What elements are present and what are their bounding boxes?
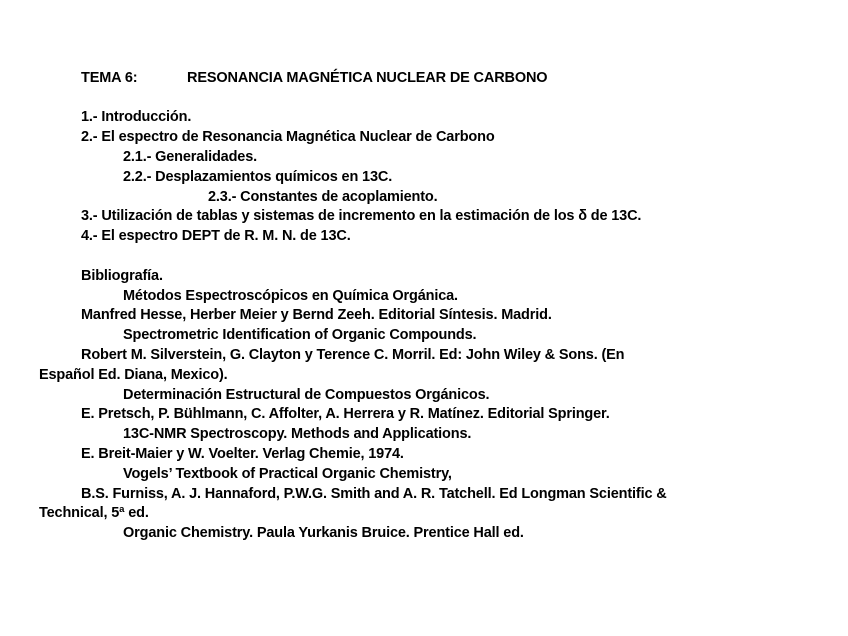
contents-item-4: 4.- El espectro DEPT de R. M. N. de 13C. bbox=[81, 228, 351, 244]
contents-item-3: 3.- Utilización de tablas y sistemas de incremento en la estimación de los δ de 13C. bbox=[81, 208, 642, 224]
contents-item-2-3: 2.3.- Constantes de acoplamiento. bbox=[208, 189, 438, 205]
bib-5-authors-line1: B.S. Furniss, A. J. Hannaford, P.W.G. Smith and A. R. Tatchell. Ed Longman Scientific & bbox=[81, 486, 667, 502]
contents-item-2: 2.- El espectro de Resonancia Magnética Nuclear de Carbono bbox=[81, 129, 495, 145]
bib-2-title: Spectrometric Identification of Organic Compounds. bbox=[123, 327, 477, 343]
topic-title: RESONANCIA MAGNÉTICA NUCLEAR DE CARBONO bbox=[187, 70, 548, 86]
bib-2-authors-line1: Robert M. Silverstein, G. Clayton y Terence C. Morril. Ed: John Wiley & Sons. (En bbox=[81, 347, 625, 363]
bib-2-authors-line2: Español Ed. Diana, Mexico). bbox=[39, 367, 228, 383]
bib-6-entry: Organic Chemistry. Paula Yurkanis Bruice. Prentice Hall ed. bbox=[123, 525, 524, 541]
bibliography-heading: Bibliografía. bbox=[81, 268, 163, 284]
bib-1-title: Métodos Espectroscópicos en Química Orgánica. bbox=[123, 288, 458, 304]
bib-1-authors: Manfred Hesse, Herber Meier y Bernd Zeeh. Editorial Síntesis. Madrid. bbox=[81, 307, 552, 323]
contents-item-2-2: 2.2.- Desplazamientos químicos en 13C. bbox=[123, 169, 393, 185]
topic-label: TEMA 6: bbox=[81, 70, 138, 86]
bib-3-authors: E. Pretsch, P. Bühlmann, C. Affolter, A. Herrera y R. Matínez. Editorial Springer. bbox=[81, 406, 610, 422]
contents-item-1: 1.- Introducción. bbox=[81, 109, 192, 125]
contents-item-2-1: 2.1.- Generalidades. bbox=[123, 149, 258, 165]
bib-5-title: Vogels’ Textbook of Practical Organic Chemistry, bbox=[123, 466, 452, 482]
bib-5-authors-line2: Technical, 5ª ed. bbox=[39, 505, 149, 521]
bib-4-title: 13C-NMR Spectroscopy. Methods and Applications. bbox=[123, 426, 472, 442]
bib-4-authors: E. Breit-Maier y W. Voelter. Verlag Chemie, 1974. bbox=[81, 446, 404, 462]
bib-3-title: Determinación Estructural de Compuestos Orgánicos. bbox=[123, 387, 490, 403]
